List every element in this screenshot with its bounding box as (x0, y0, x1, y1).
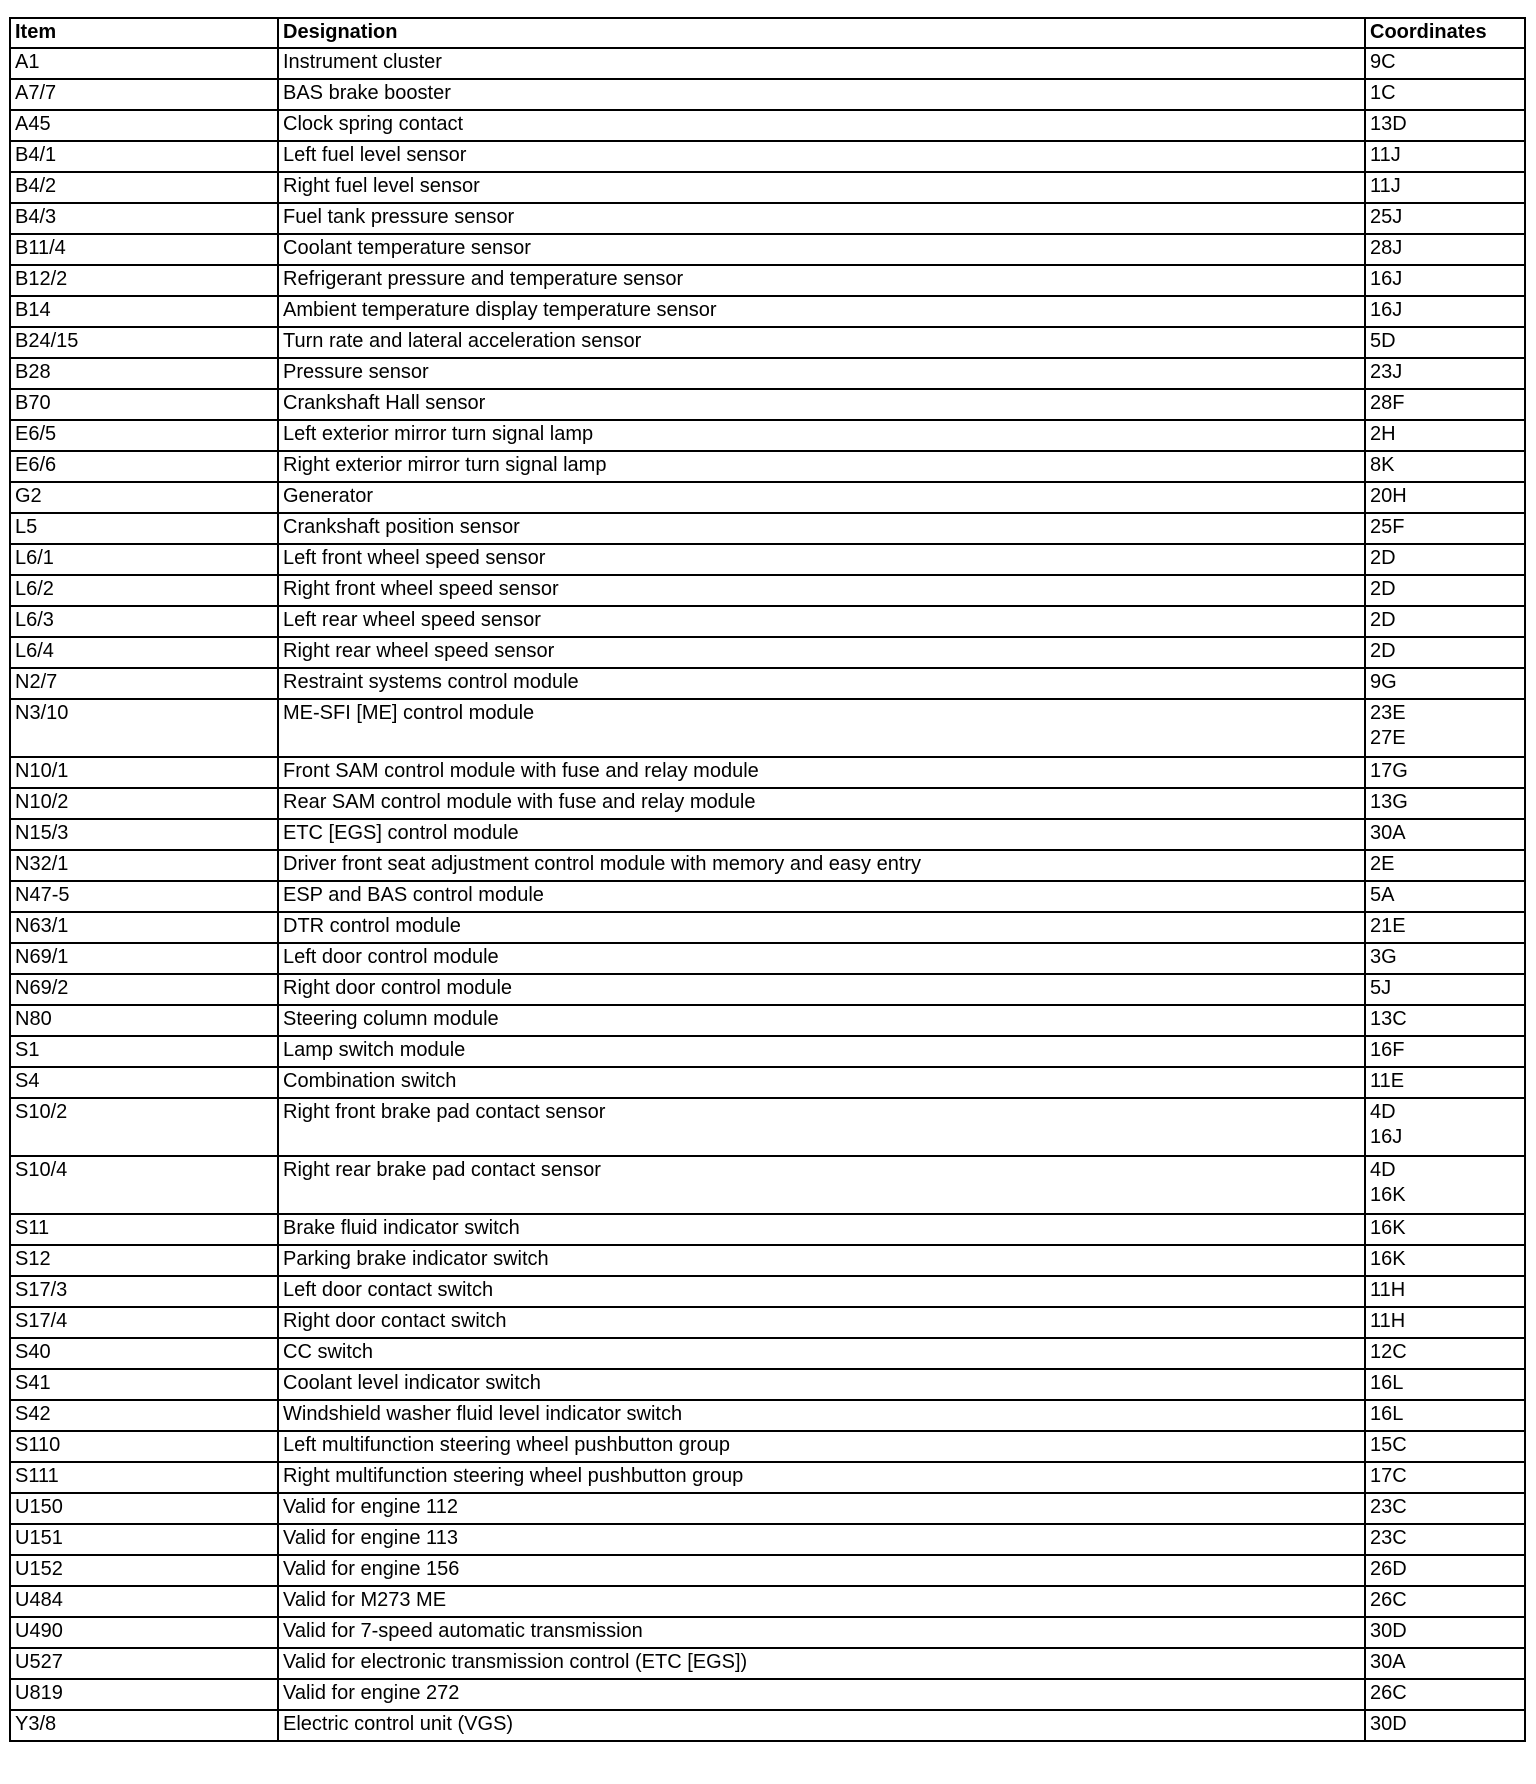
item-cell: S1 (10, 1036, 278, 1067)
coordinates-cell (1365, 1710, 1525, 1741)
coordinates-cell (1365, 265, 1525, 296)
item-cell: N10/2 (10, 788, 278, 819)
table-row (10, 234, 1525, 265)
designation-cell: Crankshaft position sensor (278, 513, 1365, 544)
coordinates-cell (1365, 172, 1525, 203)
table-row (10, 1493, 1525, 1524)
table-body (10, 48, 1525, 1741)
coordinate-value: 23E (1370, 702, 1406, 724)
item-cell: N80 (10, 1005, 278, 1036)
designation-cell: Rear SAM control module with fuse and relay module (278, 788, 1365, 819)
coordinates-cell (1365, 1156, 1525, 1214)
coordinate-value: 15C (1370, 1434, 1407, 1456)
designation-cell: Valid for 7-speed automatic transmission (278, 1617, 1365, 1648)
coordinates-cell (1365, 110, 1525, 141)
coordinate-value: 5J (1370, 977, 1392, 999)
designation-cell: Ambient temperature display temperature sensor (278, 296, 1365, 327)
item-cell: B70 (10, 389, 278, 420)
table-row (10, 1524, 1525, 1555)
coordinate-value: 13D (1370, 113, 1407, 135)
designation-cell: Right multifunction steering wheel pushbutton group (278, 1462, 1365, 1493)
coordinate-value: 11J (1370, 144, 1401, 166)
designation-cell: Combination switch (278, 1067, 1365, 1098)
designation-cell: Valid for M273 ME (278, 1586, 1365, 1617)
item-cell: B28 (10, 358, 278, 389)
designation-cell: Left door contact switch (278, 1276, 1365, 1307)
item-cell: U819 (10, 1679, 278, 1710)
coordinate-value: 2D (1370, 609, 1396, 631)
designation-cell: Turn rate and lateral acceleration sensor (278, 327, 1365, 358)
item-cell: U151 (10, 1524, 278, 1555)
item-cell: A1 (10, 48, 278, 79)
header-coordinates: Coordinates (1365, 18, 1525, 48)
designation-cell: Right door contact switch (278, 1307, 1365, 1338)
designation-cell: Pressure sensor (278, 358, 1365, 389)
item-cell: B4/1 (10, 141, 278, 172)
designation-cell: Restraint systems control module (278, 668, 1365, 699)
table-row (10, 48, 1525, 79)
coordinates-cell (1365, 1067, 1525, 1098)
coordinate-value: 21E (1370, 915, 1406, 937)
coordinate-value: 3G (1370, 946, 1397, 968)
table-row (10, 1098, 1525, 1156)
coordinates-cell (1365, 1493, 1525, 1524)
coordinates-cell (1365, 513, 1525, 544)
table-row (10, 788, 1525, 819)
coordinate-value: 16K (1370, 1248, 1406, 1270)
table-row (10, 1067, 1525, 1098)
coordinate-value: 9G (1370, 671, 1397, 693)
designation-cell: Instrument cluster (278, 48, 1365, 79)
coordinates-cell (1365, 203, 1525, 234)
coordinates-cell (1365, 1005, 1525, 1036)
coordinates-cell (1365, 389, 1525, 420)
designation-cell: ETC [EGS] control module (278, 819, 1365, 850)
coordinates-cell (1365, 1524, 1525, 1555)
table-row (10, 1156, 1525, 1214)
coordinates-cell (1365, 1617, 1525, 1648)
coordinate-value: 2D (1370, 640, 1396, 662)
coordinate-value: 11H (1370, 1310, 1406, 1332)
table-row (10, 1245, 1525, 1276)
designation-cell: Front SAM control module with fuse and relay module (278, 757, 1365, 788)
coordinates-cell (1365, 420, 1525, 451)
table-row (10, 482, 1525, 513)
table-row (10, 881, 1525, 912)
coordinate-value: 11H (1370, 1279, 1406, 1301)
coordinates-cell (1365, 79, 1525, 110)
coordinate-value: 25F (1370, 516, 1405, 538)
designation-cell: Fuel tank pressure sensor (278, 203, 1365, 234)
item-cell: S42 (10, 1400, 278, 1431)
coordinates-cell (1365, 819, 1525, 850)
designation-cell: Brake fluid indicator switch (278, 1214, 1365, 1245)
item-cell: U484 (10, 1586, 278, 1617)
designation-cell: Driver front seat adjustment control module with memory and easy entry (278, 850, 1365, 881)
coordinates-cell (1365, 358, 1525, 389)
coordinates-cell (1365, 482, 1525, 513)
coordinates-cell (1365, 881, 1525, 912)
coordinates-cell (1365, 788, 1525, 819)
item-cell: B4/3 (10, 203, 278, 234)
coordinates-cell (1365, 1098, 1525, 1156)
designation-cell: Left front wheel speed sensor (278, 544, 1365, 575)
item-cell: E6/6 (10, 451, 278, 482)
coordinate-value: 8K (1370, 454, 1395, 476)
coordinate-value: 23C (1370, 1496, 1407, 1518)
designation-cell: DTR control module (278, 912, 1365, 943)
designation-cell: ME-SFI [ME] control module (278, 699, 1365, 757)
item-cell: N69/1 (10, 943, 278, 974)
table-row (10, 296, 1525, 327)
table-row (10, 1307, 1525, 1338)
table-row (10, 943, 1525, 974)
item-cell: N10/1 (10, 757, 278, 788)
coordinate-value: 16J (1370, 1126, 1403, 1148)
coordinate-value: 26C (1370, 1682, 1407, 1704)
item-cell: S11 (10, 1214, 278, 1245)
table-row (10, 1648, 1525, 1679)
table-row (10, 819, 1525, 850)
coordinates-cell (1365, 1214, 1525, 1245)
table-row (10, 699, 1525, 757)
designation-cell: Crankshaft Hall sensor (278, 389, 1365, 420)
table-row (10, 637, 1525, 668)
coordinate-value: 5A (1370, 884, 1395, 906)
component-legend-table (9, 17, 1526, 1742)
coordinate-value: 30D (1370, 1620, 1407, 1642)
coordinates-cell (1365, 757, 1525, 788)
coordinate-value: 30A (1370, 1651, 1406, 1673)
designation-cell: Valid for engine 156 (278, 1555, 1365, 1586)
coordinate-value: 11J (1370, 175, 1401, 197)
item-cell: S40 (10, 1338, 278, 1369)
coordinates-cell (1365, 141, 1525, 172)
table-row (10, 1679, 1525, 1710)
item-cell: U150 (10, 1493, 278, 1524)
table-row (10, 1276, 1525, 1307)
item-cell: B11/4 (10, 234, 278, 265)
designation-cell: Right front brake pad contact sensor (278, 1098, 1365, 1156)
designation-cell: Steering column module (278, 1005, 1365, 1036)
coordinates-cell (1365, 1586, 1525, 1617)
designation-cell: Parking brake indicator switch (278, 1245, 1365, 1276)
item-cell: S17/4 (10, 1307, 278, 1338)
coordinate-value: 13G (1370, 791, 1408, 813)
item-cell: U527 (10, 1648, 278, 1679)
coordinates-cell (1365, 327, 1525, 358)
item-cell: L6/1 (10, 544, 278, 575)
designation-cell: Left exterior mirror turn signal lamp (278, 420, 1365, 451)
designation-cell: ESP and BAS control module (278, 881, 1365, 912)
table-row (10, 1586, 1525, 1617)
coordinate-value: 12C (1370, 1341, 1407, 1363)
designation-cell: Generator (278, 482, 1365, 513)
designation-cell: Valid for engine 113 (278, 1524, 1365, 1555)
coordinate-value: 2D (1370, 578, 1396, 600)
coordinates-cell (1365, 296, 1525, 327)
item-cell: S41 (10, 1369, 278, 1400)
item-cell: S17/3 (10, 1276, 278, 1307)
table-row (10, 265, 1525, 296)
item-cell: A7/7 (10, 79, 278, 110)
coordinates-cell (1365, 1036, 1525, 1067)
designation-cell: Left fuel level sensor (278, 141, 1365, 172)
table-row (10, 1710, 1525, 1741)
item-cell: B14 (10, 296, 278, 327)
table-row (10, 327, 1525, 358)
table-row (10, 974, 1525, 1005)
coordinates-cell (1365, 575, 1525, 606)
coordinates-cell (1365, 1462, 1525, 1493)
coordinate-value: 2D (1370, 547, 1396, 569)
coordinate-value: 11E (1370, 1070, 1405, 1092)
item-cell: N32/1 (10, 850, 278, 881)
coordinates-cell (1365, 1555, 1525, 1586)
designation-cell: Electric control unit (VGS) (278, 1710, 1365, 1741)
item-cell: N63/1 (10, 912, 278, 943)
table-row (10, 757, 1525, 788)
coordinates-cell (1365, 1369, 1525, 1400)
coordinates-cell (1365, 606, 1525, 637)
table-row (10, 1369, 1525, 1400)
item-cell: B4/2 (10, 172, 278, 203)
designation-cell: Valid for electronic transmission control (ETC [EGS]) (278, 1648, 1365, 1679)
coordinates-cell (1365, 451, 1525, 482)
item-cell: L5 (10, 513, 278, 544)
coordinate-value: 13C (1370, 1008, 1407, 1030)
designation-cell: Right rear wheel speed sensor (278, 637, 1365, 668)
coordinate-value: 2H (1370, 423, 1396, 445)
table-row (10, 1617, 1525, 1648)
coordinates-cell (1365, 1679, 1525, 1710)
item-cell: B12/2 (10, 265, 278, 296)
item-cell: L6/2 (10, 575, 278, 606)
item-cell: N3/10 (10, 699, 278, 757)
designation-cell: Coolant level indicator switch (278, 1369, 1365, 1400)
designation-cell: Right door control module (278, 974, 1365, 1005)
designation-cell: Right front wheel speed sensor (278, 575, 1365, 606)
designation-cell: Left multifunction steering wheel pushbutton group (278, 1431, 1365, 1462)
table-row (10, 451, 1525, 482)
coordinate-value: 28F (1370, 392, 1405, 414)
coordinate-value: 28J (1370, 237, 1403, 259)
item-cell: N2/7 (10, 668, 278, 699)
table-row (10, 1400, 1525, 1431)
header-item: Item (10, 18, 278, 48)
coordinates-cell (1365, 943, 1525, 974)
coordinates-cell (1365, 850, 1525, 881)
table-row (10, 358, 1525, 389)
item-cell: U490 (10, 1617, 278, 1648)
coordinate-value: 27E (1370, 727, 1406, 749)
item-cell: S111 (10, 1462, 278, 1493)
designation-cell: BAS brake booster (278, 79, 1365, 110)
table-row (10, 544, 1525, 575)
coordinate-value: 26D (1370, 1558, 1407, 1580)
table-row (10, 1431, 1525, 1462)
table-row (10, 513, 1525, 544)
item-cell: L6/3 (10, 606, 278, 637)
item-cell: S4 (10, 1067, 278, 1098)
item-cell: N69/2 (10, 974, 278, 1005)
coordinate-value: 26C (1370, 1589, 1407, 1611)
coordinate-value: 16J (1370, 268, 1403, 290)
table-row (10, 1462, 1525, 1493)
item-cell: S10/4 (10, 1156, 278, 1214)
item-cell: S12 (10, 1245, 278, 1276)
coordinates-cell (1365, 974, 1525, 1005)
table-row (10, 1555, 1525, 1586)
table-row (10, 850, 1525, 881)
coordinates-cell (1365, 699, 1525, 757)
coordinate-value: 16K (1370, 1184, 1406, 1206)
table-row (10, 389, 1525, 420)
designation-cell: Lamp switch module (278, 1036, 1365, 1067)
coordinate-value: 23J (1370, 361, 1403, 383)
designation-cell: Left rear wheel speed sensor (278, 606, 1365, 637)
table-row (10, 1338, 1525, 1369)
designation-cell: CC switch (278, 1338, 1365, 1369)
coordinate-value: 16J (1370, 299, 1403, 321)
coordinate-value: 16L (1370, 1403, 1404, 1425)
designation-cell: Left door control module (278, 943, 1365, 974)
designation-cell: Right exterior mirror turn signal lamp (278, 451, 1365, 482)
table-row (10, 110, 1525, 141)
item-cell: G2 (10, 482, 278, 513)
coordinate-value: 25J (1370, 206, 1403, 228)
coordinates-cell (1365, 544, 1525, 575)
designation-cell: Valid for engine 272 (278, 1679, 1365, 1710)
designation-cell: Refrigerant pressure and temperature sensor (278, 265, 1365, 296)
designation-cell: Valid for engine 112 (278, 1493, 1365, 1524)
table-row (10, 141, 1525, 172)
coordinates-cell (1365, 912, 1525, 943)
coordinate-value: 30A (1370, 822, 1406, 844)
table-row (10, 1214, 1525, 1245)
item-cell: B24/15 (10, 327, 278, 358)
coordinates-cell (1365, 1648, 1525, 1679)
coordinate-value: 16K (1370, 1217, 1406, 1239)
coordinates-cell (1365, 1400, 1525, 1431)
designation-cell: Right fuel level sensor (278, 172, 1365, 203)
coordinate-value: 4D (1370, 1159, 1396, 1181)
coordinates-cell (1365, 1307, 1525, 1338)
table-row (10, 203, 1525, 234)
coordinates-cell (1365, 637, 1525, 668)
table-row (10, 1005, 1525, 1036)
coordinate-value: 2E (1370, 853, 1395, 875)
table-row (10, 1036, 1525, 1067)
coordinate-value: 16F (1370, 1039, 1405, 1061)
item-cell: S10/2 (10, 1098, 278, 1156)
coordinates-cell (1365, 1338, 1525, 1369)
coordinate-value: 16L (1370, 1372, 1404, 1394)
designation-cell: Clock spring contact (278, 110, 1365, 141)
item-cell: A45 (10, 110, 278, 141)
designation-cell: Windshield washer fluid level indicator switch (278, 1400, 1365, 1431)
coordinate-value: 30D (1370, 1713, 1407, 1735)
item-cell: Y3/8 (10, 1710, 278, 1741)
item-cell: E6/5 (10, 420, 278, 451)
table-row (10, 668, 1525, 699)
coordinates-cell (1365, 48, 1525, 79)
designation-cell: Right rear brake pad contact sensor (278, 1156, 1365, 1214)
item-cell: N15/3 (10, 819, 278, 850)
coordinate-value: 9C (1370, 51, 1396, 73)
item-cell: N47-5 (10, 881, 278, 912)
designation-cell: Coolant temperature sensor (278, 234, 1365, 265)
table-row (10, 172, 1525, 203)
coordinate-value: 5D (1370, 330, 1396, 352)
header-designation: Designation (278, 18, 1365, 48)
table-row (10, 575, 1525, 606)
coordinate-value: 20H (1370, 485, 1407, 507)
table-header-row (10, 18, 1525, 48)
table-row (10, 79, 1525, 110)
coordinates-cell (1365, 1431, 1525, 1462)
coordinate-value: 4D (1370, 1101, 1396, 1123)
item-cell: U152 (10, 1555, 278, 1586)
table-row (10, 912, 1525, 943)
table-row (10, 606, 1525, 637)
coordinate-value: 17C (1370, 1465, 1407, 1487)
table-row (10, 420, 1525, 451)
item-cell: L6/4 (10, 637, 278, 668)
item-cell: S110 (10, 1431, 278, 1462)
coordinates-cell (1365, 668, 1525, 699)
coordinates-cell (1365, 1276, 1525, 1307)
coordinate-value: 1C (1370, 82, 1396, 104)
coordinates-cell (1365, 234, 1525, 265)
coordinate-value: 17G (1370, 760, 1408, 782)
coordinates-cell (1365, 1245, 1525, 1276)
coordinate-value: 23C (1370, 1527, 1407, 1549)
